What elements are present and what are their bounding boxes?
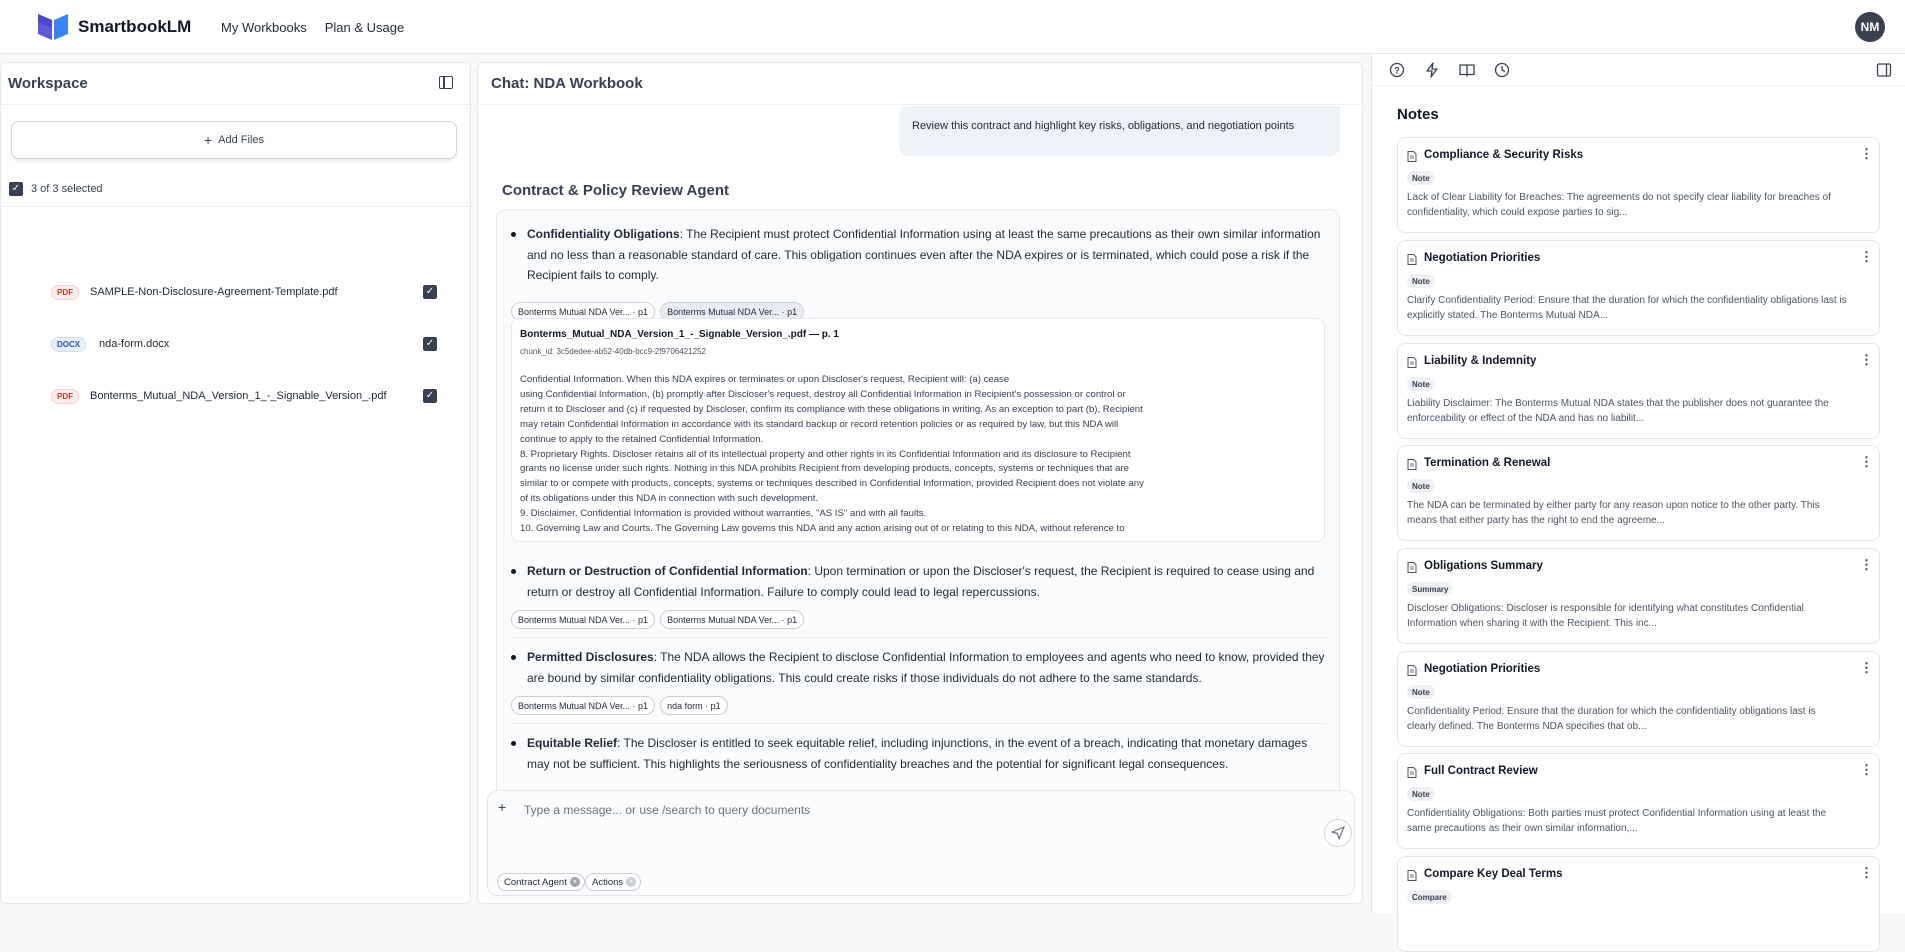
- note-card[interactable]: [1397, 548, 1880, 644]
- add-files-label: Add Files: [218, 134, 265, 146]
- note-type-badge: Note: [1407, 685, 1435, 699]
- note-card[interactable]: [1397, 753, 1880, 849]
- document-icon: [1407, 562, 1417, 573]
- note-card[interactable]: [1397, 343, 1880, 439]
- plus-icon: +: [203, 132, 213, 148]
- chat-title: Chat: NDA Workbook: [478, 63, 1362, 105]
- note-preview: Confidentiality Obligations: Both parties must protect Confidential Information using at least the same precautions as their own similar information,...: [1407, 808, 1827, 834]
- note-preview: Lack of Clear Liability for Breaches: The agreements do not specify clear liability for breaches of confidentiality, which could expose parties to sig...: [1407, 192, 1831, 218]
- more-options-icon[interactable]: ⋮: [1860, 352, 1873, 367]
- note-type-badge: Note: [1407, 274, 1435, 288]
- document-icon: [1407, 357, 1417, 368]
- help-icon[interactable]: [1388, 61, 1406, 79]
- citation-chips: [511, 610, 804, 629]
- note-type-badge: Note: [1407, 787, 1435, 801]
- note-preview: Liability Disclaimer: The Bonterms Mutual NDA states that the publisher does not guarantee the enforceability or effect of the NDA and has no liabilit...: [1407, 398, 1829, 424]
- note-title: Negotiation Priorities: [1424, 252, 1541, 264]
- response-item-body: : Upon termination or upon the Discloser's request, the Recipient is required to cease using and return or destroy all Confidential Information. Failure to comply could lead to legal repercussions.: [527, 564, 1315, 599]
- citation-chip[interactable]: Bonterms Mutual NDA Ver... · p1: [511, 610, 655, 629]
- more-options-icon[interactable]: ⋮: [1860, 454, 1873, 469]
- file-checkbox[interactable]: ✓: [423, 285, 437, 299]
- note-title: Compare Key Deal Terms: [1424, 868, 1563, 880]
- note-type-badge: Note: [1407, 377, 1435, 391]
- response-text: [527, 224, 1327, 286]
- response-item-body: : The Recipient must protect Confidential Information using at least the same precautions as their own similar information and no less than a reasonable standard of care. This obligation continues even after the NDA expires or is terminated, which could pose a risk if the Recipient fails to comply.: [527, 227, 1321, 282]
- file-checkbox[interactable]: ✓: [423, 389, 437, 403]
- bullet: [511, 655, 516, 660]
- user-avatar[interactable]: NM: [1855, 12, 1885, 42]
- brand-name[interactable]: SmartbookLM: [78, 17, 192, 36]
- note-card[interactable]: [1397, 856, 1880, 952]
- response-item-title: Confidentiality Obligations: [527, 227, 680, 241]
- source-preview: [511, 318, 1325, 542]
- notes-title: Notes: [1397, 106, 1439, 123]
- note-title: Liability & Indemnity: [1424, 355, 1537, 367]
- book-icon[interactable]: [1458, 61, 1476, 79]
- citation-chip[interactable]: nda form · p1: [660, 696, 728, 715]
- note-type-badge: Note: [1407, 171, 1435, 185]
- note-title: Negotiation Priorities: [1424, 663, 1541, 675]
- nav-my-workbooks[interactable]: My Workbooks: [221, 20, 307, 35]
- tag-label: Actions: [592, 876, 624, 888]
- nav-plan-usage[interactable]: Plan & Usage: [324, 20, 405, 35]
- agent-response: [496, 209, 1340, 849]
- response-item-title: Permitted Disclosures: [527, 650, 654, 664]
- panel-toggle-icon[interactable]: [1875, 61, 1893, 79]
- note-preview: Clarify Confidentiality Period: Ensure that the duration for which the confidentiality obligations last is explicitly stated. The Bonterms Mutual NDA...: [1407, 295, 1847, 321]
- agent-name: Contract & Policy Review Agent: [502, 182, 729, 199]
- note-type-badge: Summary: [1407, 582, 1453, 596]
- citation-chip[interactable]: Bonterms Mutual NDA Ver... · p1: [660, 610, 804, 629]
- citation-chip[interactable]: Bonterms Mutual NDA Ver... · p1: [660, 302, 804, 321]
- source-title: Bonterms_Mutual_NDA_Version_1_-_Signable_Version_.pdf — p. 1: [520, 329, 839, 340]
- workspace-panel: [0, 62, 471, 904]
- note-card[interactable]: [1397, 445, 1880, 541]
- remove-tag-icon[interactable]: ×: [626, 877, 636, 887]
- select-all-row: [9, 182, 103, 196]
- response-item-body: : The Discloser is entitled to seek equitable relief, including injunctions, in the event of a breach, indicating that monetary damages may not be sufficient. This highlights the seriousness of confidentiality breaches and the potential for significant legal consequences.: [527, 736, 1308, 771]
- document-icon: [1407, 459, 1417, 470]
- svg-text:?: ?: [1394, 65, 1400, 76]
- note-preview: Confidentiality Period: Ensure that the duration for which the confidentiality obligations last is clearly defined. The Bonterms NDA specifies that ob...: [1407, 706, 1816, 732]
- document-icon: [1407, 254, 1417, 265]
- response-item-title: Equitable Relief: [527, 736, 618, 750]
- actions-tag[interactable]: [585, 873, 641, 891]
- add-files-button[interactable]: [11, 121, 457, 159]
- note-title: Compliance & Security Risks: [1424, 149, 1584, 161]
- citation-chip[interactable]: Bonterms Mutual NDA Ver... · p1: [511, 302, 655, 321]
- note-title: Termination & Renewal: [1424, 457, 1551, 469]
- citation-chips: [511, 696, 728, 715]
- logo-icon: [38, 14, 68, 40]
- document-icon: [1407, 767, 1417, 778]
- response-text: [527, 647, 1327, 688]
- send-icon: [1331, 826, 1345, 840]
- note-type-badge: Note: [1407, 479, 1435, 493]
- divider: [511, 637, 1326, 638]
- file-row[interactable]: [1, 381, 470, 411]
- history-icon[interactable]: [1493, 61, 1511, 79]
- file-type-badge: PDF: [51, 389, 79, 404]
- more-options-icon[interactable]: ⋮: [1860, 660, 1873, 675]
- file-row[interactable]: [1, 329, 470, 359]
- selected-count: 3 of 3 selected: [31, 183, 103, 195]
- divider: [1, 206, 470, 207]
- file-checkbox[interactable]: ✓: [423, 337, 437, 351]
- source-chunk-id: chunk_id: 3c5dedee-ab52-40db-bcc9-2f9706421252: [520, 347, 706, 356]
- sidebar-toggle-icon[interactable]: [439, 76, 453, 89]
- more-options-icon[interactable]: ⋮: [1860, 557, 1873, 572]
- file-type-badge: DOCX: [51, 337, 86, 352]
- document-icon: [1407, 151, 1417, 162]
- citation-chip[interactable]: Bonterms Mutual NDA Ver... · p1: [511, 696, 655, 715]
- bullet: [511, 741, 516, 746]
- remove-tag-icon[interactable]: ×: [570, 877, 580, 887]
- divider: [511, 723, 1326, 724]
- top-nav: [221, 20, 404, 35]
- file-name: nda-form.docx: [99, 338, 170, 350]
- user-message: Review this contract and highlight key risks, obligations, and negotiation points: [899, 106, 1340, 156]
- more-options-icon[interactable]: ⋮: [1860, 865, 1873, 880]
- notes-toolbar: [1372, 54, 1905, 86]
- note-preview: Discloser Obligations: Discloser is responsible for identifying what constitutes Confidential Information when sharing it with the Recipient. This inc...: [1407, 603, 1804, 629]
- message-composer: [487, 790, 1355, 896]
- select-all-checkbox[interactable]: ✓: [9, 182, 23, 196]
- note-type-badge: Compare: [1407, 890, 1452, 904]
- more-options-icon[interactable]: ⋮: [1860, 762, 1873, 777]
- source-text: Confidential Information. When this NDA expires or terminates or upon Discloser's request, Recipient will: (a) cease using Confidential Information, (b) promptly after Discloser's request, destroy all Confidential Information in Recipient's possession or control or return it to Discloser and (c) if requested by Discloser, confirm its compliance with these obligations in writing. As an exception to part (b), Recipient may retain Confidential Information in accordance with its standard backup or record retention policies or as required by law, but this NDA will continue to apply to the retained Confidential Information. 8. Proprietary Rights. Discloser retains all of its intellectual property and other rights in its Confidential Information and its disclosure to Recipient grants no license under such rights. Nothing in this NDA prohibits Recipient from developing products, concepts, systems or techniques that are similar to or compete with products, concepts, systems or techniques described in Confidential Information, provided Recipient does not violate any of its obligations under this NDA in connection with such development. 9. Disclaimer. Confidential Information is provided without warranties, "AS IS" and with all faults. 10. Governing Law and Courts. The Governing Law governs this NDA and any action arising out of or relating to this NDA, without reference to: [520, 374, 1144, 535]
- note-preview: The NDA can be terminated by either party for any reason upon notice to the other party. This means that either party has the right to end the agreeme...: [1407, 500, 1820, 526]
- response-item-body: : The NDA allows the Recipient to disclose Confidential Information to employees and agents who need to know, provided they are bound by similar confidentiality obligations. This could create risks if those individuals do not adhere to the same standards.: [527, 650, 1325, 685]
- file-row[interactable]: [1, 277, 470, 307]
- contract-agent-tag[interactable]: [497, 873, 585, 891]
- bullet: [511, 232, 516, 237]
- file-type-badge: PDF: [51, 285, 79, 300]
- send-button[interactable]: [1324, 819, 1352, 847]
- lightning-icon[interactable]: [1423, 61, 1441, 79]
- response-text: [527, 733, 1327, 774]
- note-title: Obligations Summary: [1424, 560, 1543, 572]
- note-card[interactable]: [1397, 651, 1880, 747]
- attach-plus-icon[interactable]: +: [498, 799, 507, 815]
- file-name: SAMPLE-Non-Disclosure-Agreement-Template.pdf: [90, 286, 338, 298]
- tag-label: Contract Agent: [504, 876, 567, 888]
- top-bar: [0, 0, 1905, 54]
- file-name: Bonterms_Mutual_NDA_Version_1_-_Signable_Version_.pdf: [90, 390, 387, 402]
- document-icon: [1407, 665, 1417, 676]
- more-options-icon[interactable]: ⋮: [1860, 249, 1873, 264]
- note-card[interactable]: [1397, 137, 1880, 233]
- document-icon: [1407, 870, 1417, 881]
- more-options-icon[interactable]: ⋮: [1860, 146, 1873, 161]
- chat-panel: [477, 62, 1363, 904]
- bullet: [511, 569, 516, 574]
- notes-panel: [1371, 54, 1905, 913]
- note-card[interactable]: [1397, 240, 1880, 336]
- message-input[interactable]: Type a message... or use /search to query documents: [524, 803, 811, 817]
- note-title: Full Contract Review: [1424, 765, 1538, 777]
- response-item-title: Return or Destruction of Confidential Information: [527, 564, 808, 578]
- response-text: [527, 561, 1327, 602]
- workspace-title: Workspace: [1, 63, 470, 105]
